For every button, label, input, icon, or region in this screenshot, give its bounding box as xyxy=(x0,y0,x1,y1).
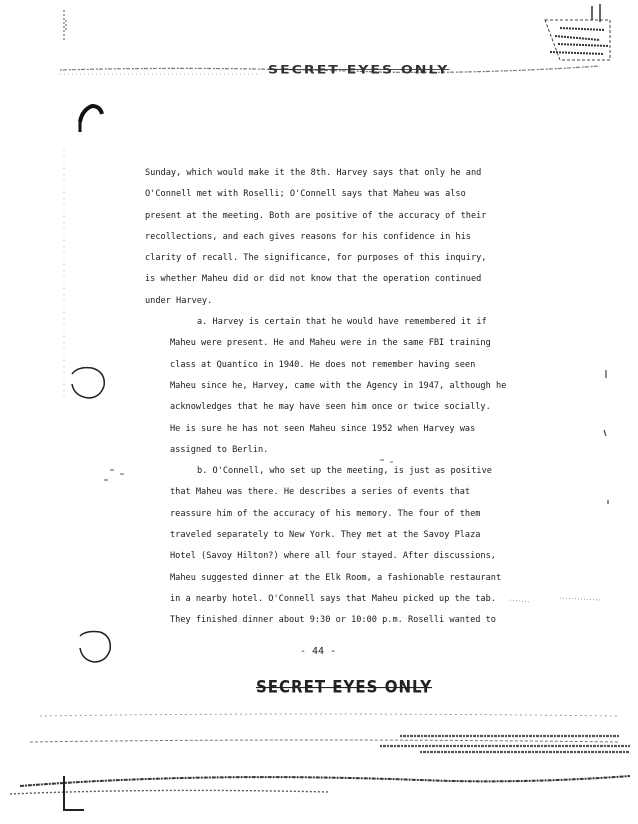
para-b-line: in a nearby hotel. O'Connell says that Maheu picked up the tab. xyxy=(170,593,496,604)
para-a-line: Maheu since he, Harvey, came with the Agency in 1947, although he xyxy=(170,380,507,391)
paragraph-b xyxy=(145,461,515,631)
body-line: under Harvey. xyxy=(145,295,213,306)
para-b-line: They finished dinner about 9:30 or 10:00 p.m. Roselli wanted to xyxy=(170,615,496,626)
para-a-line: Maheu were present. He and Maheu were in the same FBI training xyxy=(170,338,491,349)
para-b-line: Hotel (Savoy Hilton?) where all four stayed. After discussions, xyxy=(170,551,496,562)
para-a-line: assigned to Berlin. xyxy=(170,444,269,455)
body-line: present at the meeting. Both are positive of the accuracy of their xyxy=(145,210,487,221)
para-b-line: b. O'Connell, who set up the meeting, is just as positive xyxy=(197,466,492,477)
header-classification-stamp: SECRET EYES ONLY xyxy=(268,63,450,77)
body-line: is whether Maheu did or did not know that the operation continued xyxy=(145,274,482,285)
para-b-line: that Maheu was there. He describes a series of events that xyxy=(170,487,471,498)
body-line: O'Connell met with Roselli; O'Connell says that Maheu was also xyxy=(145,189,466,200)
footer-classification-stamp: SECRET EYES ONLY xyxy=(256,677,433,697)
para-a-line: class at Quantico in 1940. He does not remember having seen xyxy=(170,359,476,370)
para-b-line: reassure him of the accuracy of his memory. The four of them xyxy=(170,508,481,519)
paragraph-a xyxy=(145,312,515,461)
para-a-line: a. Harvey is certain that he would have remembered it if xyxy=(197,317,487,328)
body-line: recollections, and each gives reasons for his confidence in his xyxy=(145,231,471,242)
para-b-line: traveled separately to New York. They met at the Savoy Plaza xyxy=(170,530,481,541)
body-line: clarity of recall. The significance, for purposes of this inquiry, xyxy=(145,253,487,264)
document-body xyxy=(145,163,515,632)
page-number: - 44 - xyxy=(300,646,337,657)
para-a-line: acknowledges that he may have seen him once or twice socially. xyxy=(170,402,491,413)
body-line: Sunday, which would make it the 8th. Harvey says that only he and xyxy=(145,168,482,178)
para-b-line: Maheu suggested dinner at the Elk Room, a fashionable restaurant xyxy=(170,572,502,583)
para-a-line: He is sure he has not seen Maheu since 1952 when Harvey was xyxy=(170,423,476,434)
